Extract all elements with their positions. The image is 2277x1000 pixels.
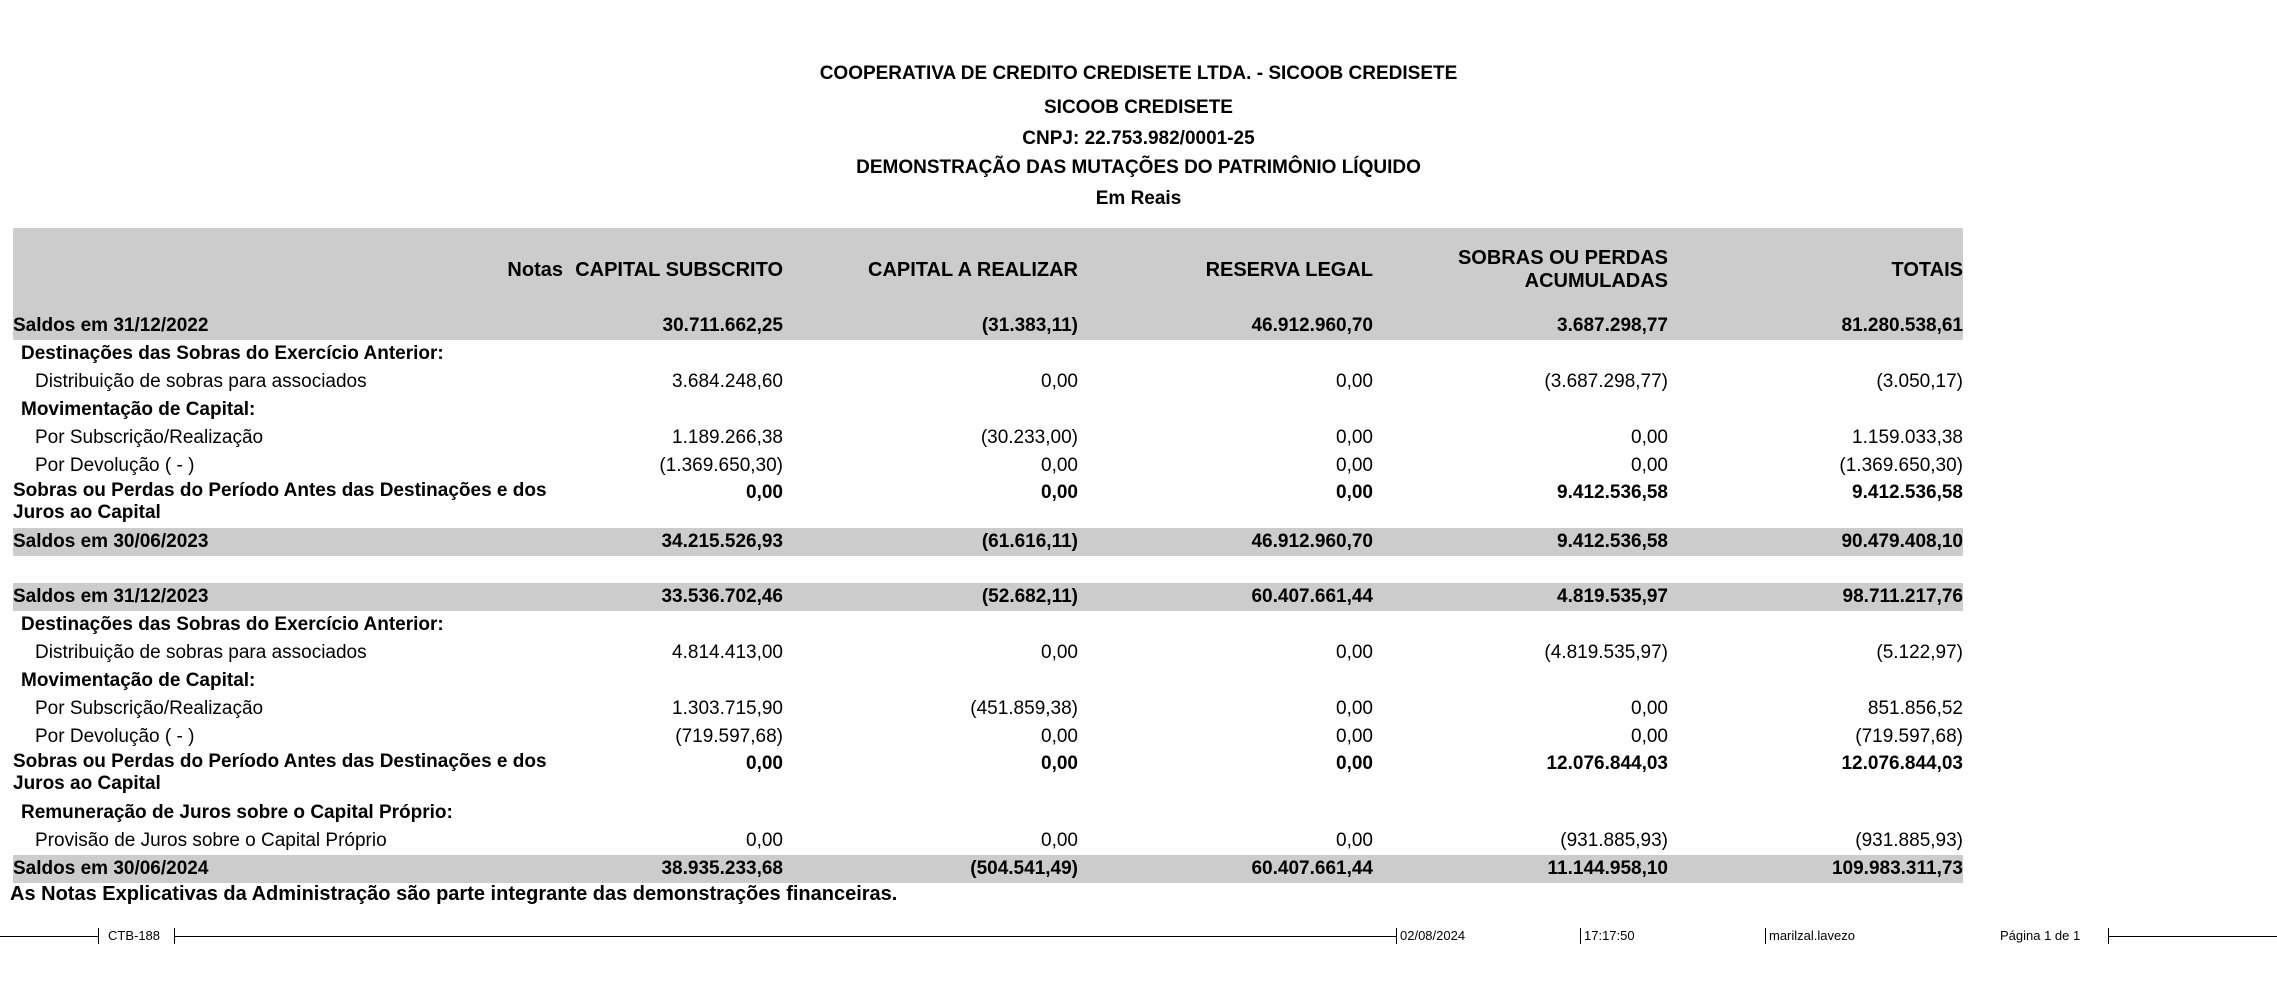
cell-capital-a-realizar: 0,00 xyxy=(1041,753,1078,774)
cell-sobras-acumuladas: 4.819.535,97 xyxy=(1373,583,1668,611)
balance-row xyxy=(13,312,2244,340)
cell-sobras-acumuladas: 0,00 xyxy=(1631,726,1668,747)
col-header-notas: Notas xyxy=(13,228,563,312)
footer-report-code: CTB-188 xyxy=(108,928,161,943)
cell-capital-subscrito xyxy=(563,611,783,639)
cell-totais: 109.983.311,73 xyxy=(1668,855,1963,883)
cell-capital-a-realizar: (31.383,11) xyxy=(783,312,1078,340)
cell-capital-a-realizar: (61.616,11) xyxy=(783,528,1078,556)
cell-capital-subscrito: (719.597,68) xyxy=(675,726,783,747)
cell-capital-subscrito: 1.303.715,90 xyxy=(672,698,783,719)
cell-totais: 81.280.538,61 xyxy=(1668,312,1963,340)
cell-capital-subscrito: 33.536.702,46 xyxy=(563,583,783,611)
cell-reserva-legal: 60.407.661,44 xyxy=(1078,855,1373,883)
cell-totais: (5.122,97) xyxy=(1876,642,1963,663)
cell-totais xyxy=(1668,799,1963,827)
spacer-row xyxy=(13,556,2244,583)
footer-tick xyxy=(98,928,99,944)
cell-capital-subscrito: 38.935.233,68 xyxy=(563,855,783,883)
cell-reserva-legal: 46.912.960,70 xyxy=(1078,528,1373,556)
cell-reserva-legal: 60.407.661,44 xyxy=(1078,583,1373,611)
row-label: Por Subscrição/Realização xyxy=(35,427,264,448)
section-row xyxy=(13,667,2244,695)
row-label: Movimentação de Capital: xyxy=(21,670,256,691)
cell-capital-a-realizar: (52.682,11) xyxy=(783,583,1078,611)
table-row xyxy=(13,480,2244,528)
cell-totais: 851.856,52 xyxy=(1867,698,1963,719)
table-row xyxy=(13,723,2244,751)
cell-capital-subscrito xyxy=(563,667,783,695)
cell-capital-subscrito: (1.369.650,30) xyxy=(659,455,783,476)
table-row xyxy=(13,639,2244,667)
row-label: Saldos em 30/06/2023 xyxy=(13,528,563,556)
balance-row xyxy=(13,855,2244,883)
row-label: Remuneração de Juros sobre o Capital Próprio: xyxy=(21,802,453,823)
company-name: COOPERATIVA DE CREDITO CREDISETE LTDA. - SICOOB CREDISETE xyxy=(819,63,1458,84)
cell-capital-a-realizar: 0,00 xyxy=(1041,642,1078,663)
footer-rule xyxy=(0,936,98,937)
statement-title: DEMONSTRAÇÃO DAS MUTAÇÕES DO PATRIMÔNIO LÍQUIDO xyxy=(856,157,1421,178)
explanatory-note: As Notas Explicativas da Administração são parte integrante das demonstrações financeiras. xyxy=(10,883,898,905)
cell-reserva-legal xyxy=(1078,799,1373,827)
table-row xyxy=(13,368,2244,396)
company-short-name: SICOOB CREDISETE xyxy=(1044,97,1233,118)
cell-capital-subscrito: 4.814.413,00 xyxy=(672,642,783,663)
table-row xyxy=(13,424,2244,452)
balance-row xyxy=(13,528,2244,556)
footer-tick xyxy=(1580,928,1581,944)
cell-capital-a-realizar: (451.859,38) xyxy=(970,698,1078,719)
cell-sobras-acumuladas xyxy=(1373,340,1668,368)
cell-capital-subscrito: 0,00 xyxy=(746,753,783,774)
table-row xyxy=(13,827,2244,855)
cell-capital-subscrito: 30.711.662,25 xyxy=(563,312,783,340)
cell-totais: 90.479.408,10 xyxy=(1668,528,1963,556)
row-label: Provisão de Juros sobre o Capital Próprio xyxy=(35,830,387,851)
equity-changes-table xyxy=(13,228,2244,883)
row-label: Distribuição de sobras para associados xyxy=(35,642,367,663)
cell-totais: (931.885,93) xyxy=(1855,830,1963,851)
cell-reserva-legal: 46.912.960,70 xyxy=(1078,312,1373,340)
footer-rule xyxy=(2108,936,2277,937)
section-row xyxy=(13,611,2244,639)
row-label: Distribuição de sobras para associados xyxy=(35,371,367,392)
col-header-totais: TOTAIS xyxy=(1668,228,1963,312)
cell-totais: (719.597,68) xyxy=(1855,726,1963,747)
report-footer xyxy=(0,925,2277,947)
footer-tick xyxy=(1765,928,1766,944)
cell-capital-a-realizar xyxy=(783,611,1078,639)
cell-capital-a-realizar: 0,00 xyxy=(1041,371,1078,392)
footer-tick xyxy=(1396,928,1397,944)
cell-totais: (3.050,17) xyxy=(1876,371,1963,392)
footer-time: 17:17:50 xyxy=(1584,928,1635,943)
cell-capital-a-realizar: (504.541,49) xyxy=(783,855,1078,883)
cell-capital-a-realizar: 0,00 xyxy=(1041,482,1078,503)
row-label: Saldos em 30/06/2024 xyxy=(13,855,563,883)
cell-totais xyxy=(1668,667,1963,695)
row-label: Destinações das Sobras do Exercício Anterior: xyxy=(21,614,444,635)
cell-totais xyxy=(1668,396,1963,424)
balance-row xyxy=(13,583,2244,611)
cell-totais: 12.076.844,03 xyxy=(1841,753,1963,774)
row-label: Sobras ou Perdas do Período Antes das Destinações e dos Juros ao Capital xyxy=(13,480,547,523)
footer-user: marilzal.lavezo xyxy=(1769,928,1855,943)
cell-sobras-acumuladas: (931.885,93) xyxy=(1560,830,1668,851)
row-label: Por Subscrição/Realização xyxy=(35,698,264,719)
cell-reserva-legal xyxy=(1078,611,1373,639)
cell-totais xyxy=(1668,611,1963,639)
section-row xyxy=(13,340,2244,368)
cell-totais: (1.369.650,30) xyxy=(1839,455,1963,476)
cell-capital-a-realizar: 0,00 xyxy=(1041,830,1078,851)
cell-capital-subscrito xyxy=(563,340,783,368)
row-label: Por Devolução ( - ) xyxy=(35,455,195,476)
cell-capital-subscrito: 0,00 xyxy=(746,482,783,503)
table-header xyxy=(13,228,2244,312)
row-label: Saldos em 31/12/2023 xyxy=(13,583,563,611)
cell-sobras-acumuladas: 11.144.958,10 xyxy=(1373,855,1668,883)
cell-reserva-legal: 0,00 xyxy=(1336,455,1373,476)
currency-note: Em Reais xyxy=(1095,188,1182,209)
row-label: Movimentação de Capital: xyxy=(21,399,256,420)
cell-capital-subscrito xyxy=(563,799,783,827)
cell-sobras-acumuladas: 3.687.298,77 xyxy=(1373,312,1668,340)
cell-sobras-acumuladas xyxy=(1373,396,1668,424)
col-header-capital-subscrito: CAPITAL SUBSCRITO xyxy=(563,228,783,312)
cell-totais: 1.159.033,38 xyxy=(1852,427,1963,448)
row-label: Destinações das Sobras do Exercício Anterior: xyxy=(21,343,444,364)
cell-capital-subscrito: 34.215.526,93 xyxy=(563,528,783,556)
footer-rule xyxy=(174,936,1396,937)
table-row xyxy=(13,452,2244,480)
section-row xyxy=(13,799,2244,827)
cell-totais: 98.711.217,76 xyxy=(1668,583,1963,611)
cell-sobras-acumuladas: (3.687.298,77) xyxy=(1544,371,1668,392)
cell-sobras-acumuladas: 0,00 xyxy=(1631,427,1668,448)
cell-sobras-acumuladas xyxy=(1373,799,1668,827)
cell-reserva-legal: 0,00 xyxy=(1336,753,1373,774)
col-header-sobras-line1: SOBRAS OU PERDAS xyxy=(1457,247,1668,269)
cell-sobras-acumuladas: 9.412.536,58 xyxy=(1557,482,1668,503)
cell-reserva-legal xyxy=(1078,340,1373,368)
cell-reserva-legal: 0,00 xyxy=(1336,830,1373,851)
cell-sobras-acumuladas: 0,00 xyxy=(1631,698,1668,719)
cell-sobras-acumuladas: (4.819.535,97) xyxy=(1544,642,1668,663)
cell-capital-a-realizar: 0,00 xyxy=(1041,726,1078,747)
cell-capital-a-realizar xyxy=(783,667,1078,695)
cell-sobras-acumuladas xyxy=(1373,667,1668,695)
cell-sobras-acumuladas xyxy=(1373,611,1668,639)
row-label: Sobras ou Perdas do Período Antes das Destinações e dos Juros ao Capital xyxy=(13,751,547,794)
cell-capital-subscrito: 1.189.266,38 xyxy=(672,427,783,448)
table-row xyxy=(13,695,2244,723)
cell-reserva-legal: 0,00 xyxy=(1336,482,1373,503)
table-row xyxy=(13,751,2244,799)
cell-reserva-legal: 0,00 xyxy=(1336,427,1373,448)
cell-sobras-acumuladas: 0,00 xyxy=(1631,455,1668,476)
cell-reserva-legal: 0,00 xyxy=(1336,371,1373,392)
cell-reserva-legal: 0,00 xyxy=(1336,698,1373,719)
cell-capital-subscrito xyxy=(563,396,783,424)
footer-date: 02/08/2024 xyxy=(1400,928,1466,943)
cell-reserva-legal: 0,00 xyxy=(1336,726,1373,747)
spacer-cell xyxy=(13,556,1963,583)
cell-reserva-legal xyxy=(1078,667,1373,695)
row-label: Por Devolução ( - ) xyxy=(35,726,195,747)
col-header-sobras-line2: ACUMULADAS xyxy=(1524,270,1668,292)
cnpj: CNPJ: 22.753.982/0001-25 xyxy=(1022,128,1255,149)
cell-capital-a-realizar xyxy=(783,396,1078,424)
cell-capital-a-realizar xyxy=(783,340,1078,368)
cell-capital-a-realizar: (30.233,00) xyxy=(980,427,1078,448)
cell-sobras-acumuladas: 9.412.536,58 xyxy=(1373,528,1668,556)
cell-capital-a-realizar: 0,00 xyxy=(1041,455,1078,476)
col-header-capital-a-realizar: CAPITAL A REALIZAR xyxy=(783,228,1078,312)
cell-reserva-legal: 0,00 xyxy=(1336,642,1373,663)
cell-sobras-acumuladas: 12.076.844,03 xyxy=(1546,753,1668,774)
cell-totais xyxy=(1668,340,1963,368)
row-label: Saldos em 31/12/2022 xyxy=(13,312,563,340)
section-row xyxy=(13,396,2244,424)
footer-page-number: Página 1 de 1 xyxy=(2000,928,2081,943)
cell-reserva-legal xyxy=(1078,396,1373,424)
cell-capital-a-realizar xyxy=(783,799,1078,827)
col-header-sobras xyxy=(1373,228,1668,312)
cell-capital-subscrito: 3.684.248,60 xyxy=(672,371,783,392)
cell-totais: 9.412.536,58 xyxy=(1852,482,1963,503)
cell-capital-subscrito: 0,00 xyxy=(746,830,783,851)
col-header-reserva-legal: RESERVA LEGAL xyxy=(1078,228,1373,312)
